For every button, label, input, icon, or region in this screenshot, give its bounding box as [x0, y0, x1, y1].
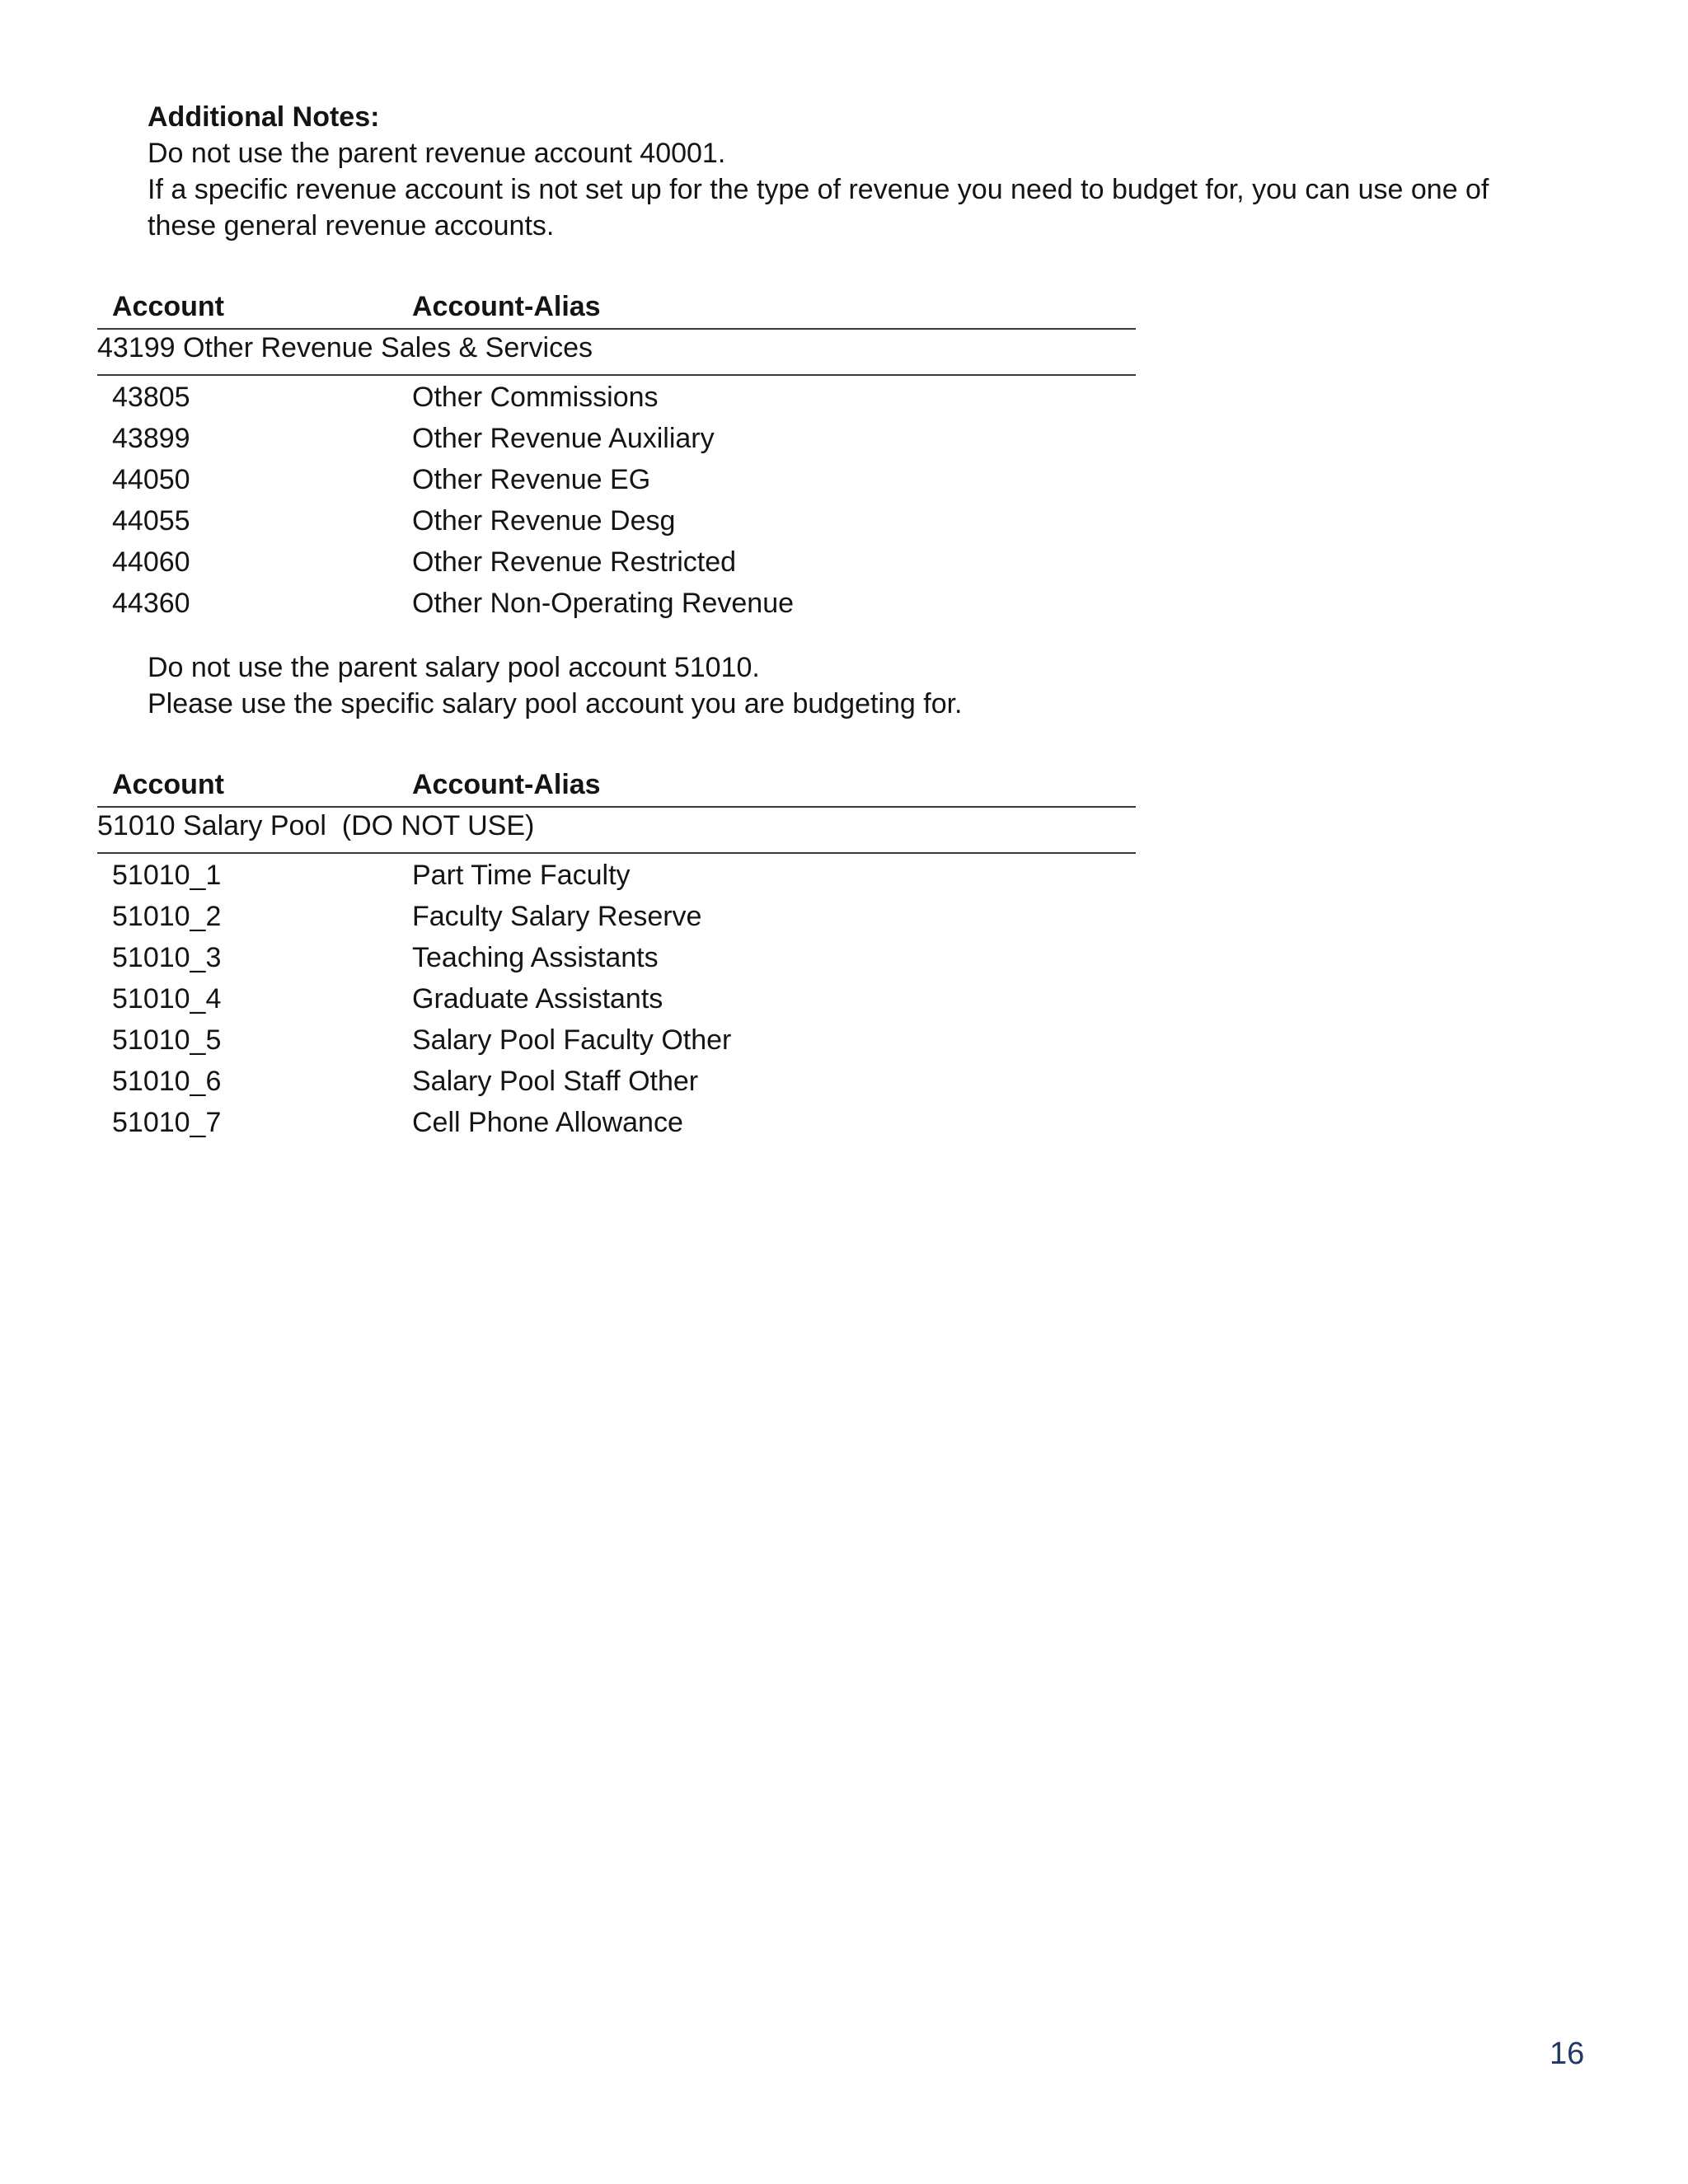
account-cell: 43805 [112, 382, 190, 413]
table-row [97, 1104, 1136, 1146]
alias-cell: Other Revenue Auxiliary [412, 423, 715, 454]
salary-pool-accounts-table [97, 763, 1136, 1146]
column-header-alias: Account-Alias [412, 291, 601, 322]
table-row [97, 330, 1136, 376]
notes-line-general-revenue: If a specific revenue account is not set up for the type of revenue you need to budget for, you can use one of these general revenue accounts. [148, 174, 1489, 241]
table-row [97, 379, 1136, 420]
alias-cell: Other Revenue Sales & Services [183, 332, 593, 363]
alias-cell: Other Revenue Desg [412, 505, 676, 537]
alias-cell: Other Commissions [412, 382, 659, 413]
table-row [97, 1063, 1136, 1104]
account-cell: 51010_3 [112, 942, 222, 973]
table-row [97, 1022, 1136, 1063]
alias-cell: Salary Pool Faculty Other [412, 1024, 732, 1056]
account-cell: 44060 [112, 546, 190, 578]
table-row [97, 981, 1136, 1022]
additional-notes [148, 99, 1565, 244]
column-header-account: Account [112, 291, 224, 322]
notes-line-parent-revenue: Do not use the parent revenue account 40001. [148, 138, 726, 169]
alias-cell: Other Non-Operating Revenue [412, 588, 795, 619]
salary-pool-notes [148, 649, 1565, 722]
table-body [97, 376, 1136, 626]
account-cell: 44055 [112, 505, 190, 537]
alias-cell: Salary Pool Staff Other [412, 1066, 699, 1097]
account-cell: 43199 [97, 332, 176, 363]
account-cell: 51010_1 [112, 860, 222, 891]
salary-note-specific-account: Please use the specific salary pool account you are budgeting for. [148, 688, 963, 719]
alias-cell: Other Revenue Restricted [412, 546, 737, 578]
alias-cell: Salary Pool (DO NOT USE) [183, 810, 535, 841]
table-row [97, 898, 1136, 940]
account-cell: 51010_7 [112, 1107, 222, 1138]
alias-cell: Faculty Salary Reserve [412, 901, 702, 932]
table-row [97, 544, 1136, 585]
notes-heading: Additional Notes: [148, 101, 380, 133]
account-cell: 44050 [112, 464, 190, 495]
account-cell: 51010_4 [112, 983, 222, 1015]
alias-cell: Graduate Assistants [412, 983, 663, 1015]
table-row [97, 420, 1136, 462]
column-header-alias: Account-Alias [412, 769, 601, 800]
table-body [97, 854, 1136, 1146]
column-header-account: Account [112, 769, 224, 800]
page-number: 16 [1550, 2036, 1585, 2071]
account-cell: 44360 [112, 588, 190, 619]
alias-cell: Part Time Faculty [412, 860, 631, 891]
salary-note-parent-account: Do not use the parent salary pool account 51010. [148, 652, 760, 683]
account-cell: 51010 [97, 810, 176, 841]
alias-cell: Cell Phone Allowance [412, 1107, 683, 1138]
alias-cell: Teaching Assistants [412, 942, 659, 973]
table-row [97, 503, 1136, 544]
table-header [97, 763, 1136, 808]
account-cell: 51010_2 [112, 901, 222, 932]
table-row [97, 940, 1136, 981]
account-cell: 51010_6 [112, 1066, 222, 1097]
revenue-accounts-table [97, 285, 1136, 626]
table-row [97, 857, 1136, 898]
account-cell: 43899 [112, 423, 190, 454]
table-header [97, 285, 1136, 330]
table-row [97, 462, 1136, 503]
table-row [97, 808, 1136, 854]
table-row [97, 585, 1136, 626]
alias-cell: Other Revenue EG [412, 464, 651, 495]
account-cell: 51010_5 [112, 1024, 222, 1056]
